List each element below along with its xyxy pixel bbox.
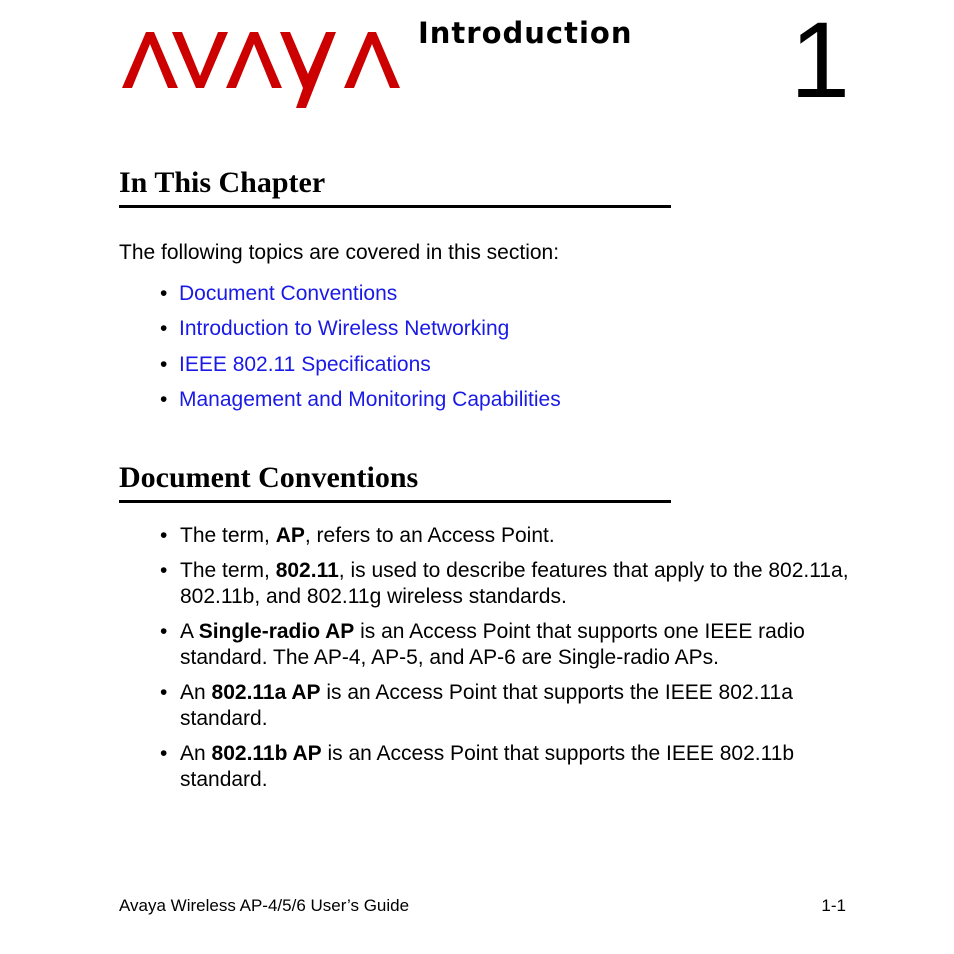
chapter-number: 1 [790, 0, 851, 120]
bullet-icon: • [160, 559, 168, 582]
item-text: The term, [180, 559, 276, 582]
chapter-title: Introduction [418, 16, 633, 50]
bullet-icon: • [160, 681, 168, 704]
item-term: Single-radio AP [198, 620, 355, 643]
item-text: An [180, 681, 212, 704]
intro-text: The following topics are covered in this section: [119, 241, 560, 264]
list-item [160, 281, 561, 316]
section-heading-in-this-chapter: In This Chapter [119, 166, 671, 208]
bullet-icon: • [160, 317, 168, 341]
item-term: 802.11 [275, 559, 339, 582]
list-item [160, 619, 850, 671]
list-item [160, 523, 850, 549]
bullet-icon: • [160, 387, 168, 411]
topic-link-list [160, 281, 561, 422]
item-text: , is used to describe features that apply to the 802.11a, 802.11b, and 802.11g wireless standards. [180, 559, 849, 608]
link-ieee-specifications[interactable]: IEEE 802.11 Specifications [179, 352, 431, 376]
section-heading-document-conventions: Document Conventions [119, 461, 671, 503]
item-text: , refers to an Access Point. [304, 524, 555, 547]
item-text: The term, [180, 524, 276, 547]
link-management-monitoring[interactable]: Management and Monitoring Capabilities [179, 387, 561, 411]
link-document-conventions[interactable]: Document Conventions [179, 282, 398, 305]
bullet-icon: • [160, 282, 168, 305]
list-item [160, 316, 561, 351]
avaya-logo [122, 30, 404, 110]
item-text: is an Access Point that supports the IEEE 802.11a standard. [180, 681, 793, 730]
footer-guide-title: Avaya Wireless AP-4/5/6 User’s Guide [119, 896, 410, 915]
link-intro-wireless-networking[interactable]: Introduction to Wireless Networking [179, 317, 510, 341]
list-item [160, 680, 850, 732]
item-text: is an Access Point that supports the IEEE 802.11b standard. [180, 742, 795, 791]
bullet-icon: • [160, 352, 168, 376]
bullet-icon: • [160, 742, 168, 765]
item-term: 802.11b AP [211, 742, 322, 765]
conventions-list [160, 523, 850, 802]
list-item [160, 558, 850, 610]
list-item [160, 352, 561, 387]
item-text: A [180, 620, 199, 643]
item-term: AP [275, 524, 305, 547]
item-text: An [180, 742, 212, 765]
footer-page-number: 1-1 [821, 896, 846, 915]
bullet-icon: • [160, 524, 168, 547]
list-item [160, 387, 561, 422]
item-text: is an Access Point that supports one IEEE radio standard. The AP-4, AP-5, and AP-6 are Single-radio APs. [180, 620, 805, 669]
item-term: 802.11a AP [211, 681, 321, 704]
bullet-icon: • [160, 620, 168, 643]
list-item [160, 741, 850, 793]
